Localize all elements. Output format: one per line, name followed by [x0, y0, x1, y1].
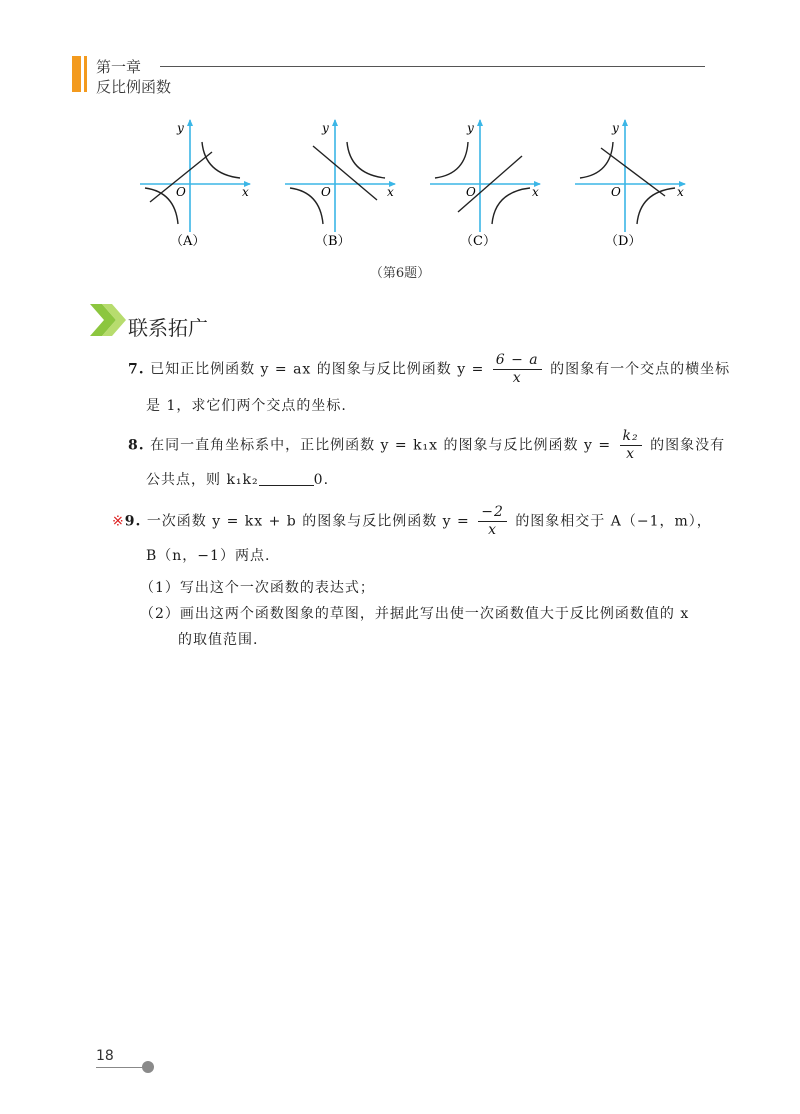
question-8	[128, 428, 725, 463]
question-number: 7.	[128, 361, 145, 378]
graph-option-b	[285, 120, 395, 249]
graph-option-a	[140, 120, 250, 249]
hyperbola-branch	[435, 142, 468, 178]
question-6-figure	[130, 112, 690, 257]
y-axis-label: y	[177, 121, 184, 135]
numerator: k₂	[620, 428, 642, 446]
x-axis-label: x	[242, 185, 249, 199]
origin-label: O	[611, 185, 621, 199]
x-axis-label: x	[677, 185, 684, 199]
numerator: 6 − a	[493, 352, 542, 370]
numerator: −2	[478, 504, 507, 522]
y-axis-label: y	[322, 121, 329, 135]
origin-label: O	[466, 185, 476, 199]
question-text: 的图象有一个交点的横坐标	[550, 361, 731, 378]
header-accent-bar-thin	[84, 56, 87, 92]
question-number: 8.	[128, 437, 145, 454]
x-axis-label: x	[532, 185, 539, 199]
denominator: x	[512, 370, 522, 386]
fraction	[478, 504, 507, 539]
y-axis-label: y	[612, 121, 619, 135]
hyperbola-branch	[580, 142, 613, 178]
page-dot-icon	[142, 1061, 154, 1073]
x-axis-label: x	[387, 185, 394, 199]
fraction	[620, 428, 642, 463]
origin-label: O	[176, 185, 186, 199]
hyperbola-branch	[347, 142, 385, 178]
y-axis-label: y	[467, 121, 474, 135]
option-b-label: （B）	[315, 234, 351, 249]
chapter-title: 反比例函数	[96, 78, 172, 96]
question-7-line-2: 是 1，求它们两个交点的坐标.	[146, 398, 347, 414]
question-9-line-2: B（n，−1）两点.	[146, 548, 271, 564]
question-9-part-2: （2）画出这两个函数图象的草图，并据此写出使一次函数值大于反比例函数值的 x	[140, 606, 690, 622]
section-title: 联系拓广	[128, 316, 208, 340]
question-text: 0.	[313, 472, 330, 488]
question-text: 一次函数 y = kx + b 的图象与反比例函数 y =	[146, 513, 470, 530]
graph-option-c	[430, 120, 540, 249]
fraction	[493, 352, 542, 387]
question-text: 的图象没有	[650, 437, 726, 454]
section-chevron-icon	[88, 302, 128, 338]
question-text: 公共点，则 k₁k₂	[146, 472, 259, 488]
page-number-rule	[96, 1067, 144, 1068]
page-number: 18	[96, 1048, 114, 1064]
hyperbola-branch	[202, 142, 240, 178]
chapter-label: 第一章	[96, 58, 142, 76]
option-c-label: （C）	[460, 234, 496, 249]
graph-option-d	[575, 120, 685, 249]
option-a-label: （A）	[170, 234, 206, 249]
hyperbola-branch	[492, 188, 530, 224]
option-d-label: （D）	[605, 234, 642, 249]
question-number: 9.	[124, 513, 142, 530]
header-rule	[160, 66, 705, 67]
question-text: 已知正比例函数 y = ax 的图象与反比例函数 y =	[150, 361, 485, 378]
answer-blank[interactable]	[259, 471, 314, 486]
figure-caption: （第6题）	[369, 266, 431, 281]
question-7	[128, 352, 730, 387]
question-text: 在同一直角坐标系中，正比例函数 y = k₁x 的图象与反比例函数 y =	[150, 437, 612, 454]
origin-label: O	[321, 185, 331, 199]
header-accent-bar	[72, 56, 81, 92]
question-9	[112, 504, 712, 539]
question-9-part-2-line-2: 的取值范围.	[178, 632, 259, 648]
denominator: x	[488, 522, 497, 538]
hyperbola-branch	[290, 188, 323, 224]
question-9-part-1: （1）写出这个一次函数的表达式；	[140, 580, 375, 596]
challenge-mark-icon: ※	[112, 513, 125, 530]
hyperbola-branch	[637, 188, 675, 224]
question-8-line-2	[146, 470, 329, 490]
denominator: x	[626, 446, 636, 462]
question-text: 的图象相交于 A（−1，m），	[515, 513, 712, 530]
